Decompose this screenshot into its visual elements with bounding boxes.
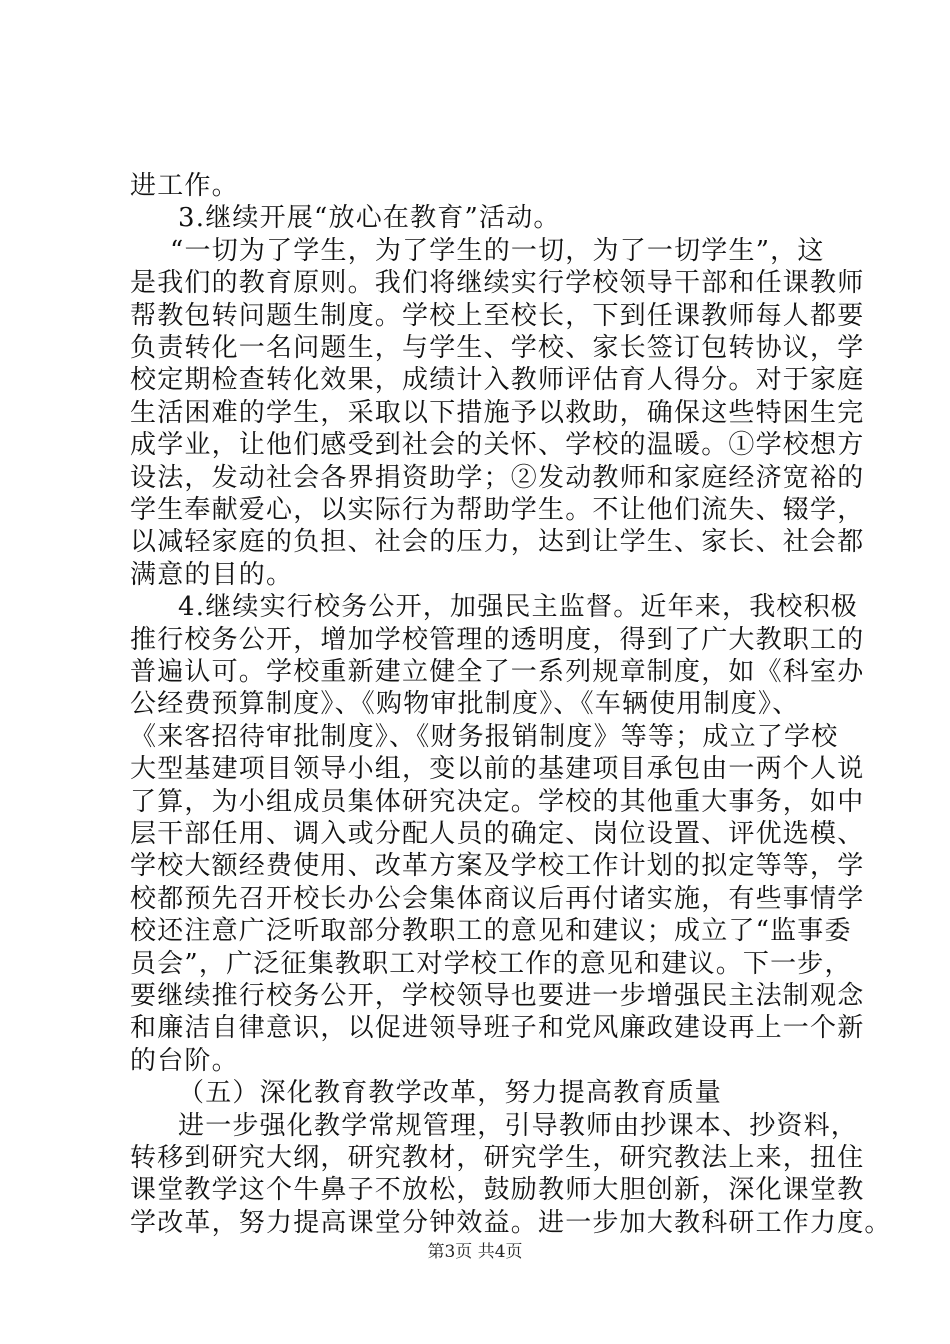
text-line: 推行校务公开，增加学校管理的透明度，得到了广大教职工的 <box>130 624 865 655</box>
text-line: 帮教包转问题生制度。学校上至校长，下到任课教师每人都要 <box>130 300 865 331</box>
text-line: 员会”，广泛征集教职工对学校工作的意见和建议。下一步， <box>130 948 852 979</box>
text-line: 进工作。 <box>130 171 239 201</box>
text-line: 学改革，努力提高课堂分钟效益。进一步加大教科研工作力度。 <box>130 1207 892 1238</box>
text-line: 学生奉献爱心，以实际行为帮助学生。不让他们流失、辍学， <box>130 495 865 525</box>
page-number-footer: 第3页 共4页 <box>427 1242 523 1262</box>
text-line: 的台阶。 <box>130 1045 239 1076</box>
text-line: 《来客招待审批制度》、《财务报销制度》等等；成立了学校 <box>130 721 839 752</box>
text-line: 要继续推行校务公开，学校领导也要进一步增强民主法制观念 <box>130 981 865 1011</box>
section-heading-4: 4.继续实行校务公开，加强民主监督。近年来，我校积极 <box>178 592 859 623</box>
text-line: 了算，为小组成员集体研究决定。学校的其他重大事务，如中 <box>130 786 865 817</box>
text-line: 大型基建项目领导小组，变以前的基建项目承包由一两个人说 <box>130 754 865 785</box>
text-line: 学校大额经费使用、改革方案及学校工作计划的拟定等等，学 <box>130 851 865 882</box>
text-line: “一切为了学生，为了学生的一切，为了一切学生”，这 <box>170 235 825 266</box>
text-line: 普遍认可。学校重新建立健全了一系列规章制度，如《科室办 <box>130 657 865 687</box>
text-line: 课堂教学这个牛鼻子不放松，鼓励教师大胆创新，深化课堂教 <box>130 1175 865 1206</box>
text-line: 公经费预算制度》、《购物审批制度》、《车辆使用制度》、 <box>130 689 800 720</box>
text-line: 层干部任用、调入或分配人员的确定、岗位设置、评优选模、 <box>130 819 865 849</box>
text-line: 生活困难的学生，采取以下措施予以救助，确保这些特困生完 <box>130 397 865 428</box>
text-line: 是我们的教育原则。我们将继续实行学校领导干部和任课教师 <box>130 268 865 299</box>
text-line: 设法，发动社会各界捐资助学；②发动教师和家庭经济宽裕的 <box>130 462 865 493</box>
text-line: 校定期检查转化效果，成绩计入教师评估育人得分。对于家庭 <box>130 365 865 396</box>
text-line: 负责转化一名问题生，与学生、学校、家长签订包转协议，学 <box>130 333 865 363</box>
section-heading-3: 3.继续开展“放心在教育”活动。 <box>178 203 561 234</box>
text-line: 满意的目的。 <box>130 559 294 590</box>
text-line: 进一步强化教学常规管理，引导教师由抄课本、抄资料， <box>178 1110 859 1141</box>
text-line: 转移到研究大纲，研究教材，研究学生，研究教法上来，扭住 <box>130 1143 865 1173</box>
text-line: 成学业，让他们感受到社会的关怀、学校的温暖。①学校想方 <box>130 430 865 461</box>
section-heading-5: （五）深化教育教学改革，努力提高教育质量 <box>178 1078 723 1109</box>
text-line: 和廉洁自律意识，以促进领导班子和党风廉政建设再上一个新 <box>130 1013 865 1044</box>
text-line: 以减轻家庭的负担、社会的压力，达到让学生、家长、社会都 <box>130 527 865 558</box>
text-line: 校还注意广泛听取部分教职工的意见和建议；成立了“监事委 <box>130 916 852 947</box>
text-line: 校都预先召开校长办公会集体商议后再付诸实施，有些事情学 <box>130 883 865 914</box>
